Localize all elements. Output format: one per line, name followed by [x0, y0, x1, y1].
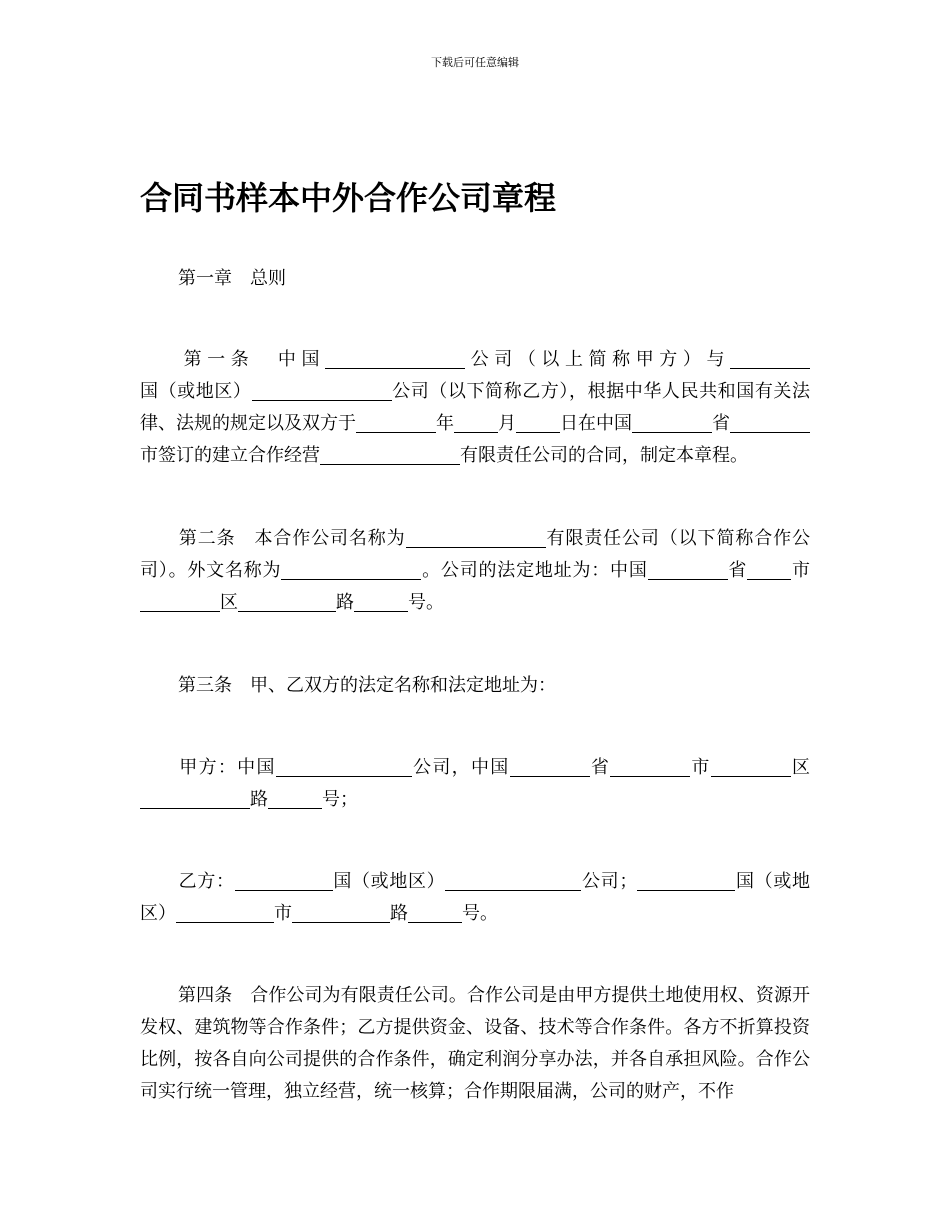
- chapter-heading: [178, 265, 286, 293]
- blank-field[interactable]: [235, 868, 333, 891]
- blank-field[interactable]: [140, 786, 250, 809]
- article-3: [140, 670, 810, 702]
- article-1: [140, 344, 810, 472]
- article-1-text: 月: [498, 413, 516, 434]
- blank-field[interactable]: [711, 754, 791, 777]
- blank-field[interactable]: [268, 786, 322, 809]
- article-2-text: 市: [791, 560, 811, 581]
- article-1-text: 日在中国: [560, 413, 632, 434]
- blank-field[interactable]: [610, 754, 690, 777]
- article-2-text: 区: [220, 592, 238, 613]
- party-b-text: 公司；: [581, 871, 638, 892]
- article-2-text: 号。: [408, 592, 444, 613]
- blank-field[interactable]: [637, 868, 735, 891]
- blank-field[interactable]: [325, 346, 465, 369]
- party-b-address: [140, 866, 810, 930]
- party-b-text: 国（或地区）: [140, 871, 811, 924]
- blank-field[interactable]: [276, 754, 412, 777]
- article-1-text: 国（或地区）: [140, 381, 252, 402]
- party-a-text: 市: [690, 757, 711, 778]
- party-a-text: 省: [589, 757, 611, 778]
- blank-field[interactable]: [238, 589, 336, 612]
- blank-field[interactable]: [281, 557, 421, 580]
- article-2-text: 路: [336, 592, 354, 613]
- blank-field[interactable]: [632, 410, 712, 433]
- article-1-text: 省: [712, 413, 730, 434]
- article-1-label: 第一条: [178, 349, 255, 370]
- article-1-text: 市签订的建立合作经营: [140, 445, 320, 466]
- article-3-label: 第三条: [178, 675, 232, 696]
- blank-field[interactable]: [320, 442, 460, 465]
- blank-field[interactable]: [140, 589, 220, 612]
- blank-field[interactable]: [408, 900, 462, 923]
- party-a-text: 号；: [322, 789, 358, 810]
- blank-field[interactable]: [730, 410, 810, 433]
- document-title: 合同书样本中外合作公司章程: [140, 179, 557, 217]
- party-a-text: 公司，中国: [411, 757, 510, 778]
- page-header-note: 下载后可任意编辑: [431, 56, 519, 69]
- blank-field[interactable]: [454, 410, 498, 433]
- article-1-text: 中国: [272, 349, 326, 370]
- blank-field[interactable]: [510, 754, 590, 777]
- party-a-text: 路: [250, 789, 268, 810]
- article-4-label: 第四条: [178, 985, 233, 1006]
- blank-field[interactable]: [730, 346, 810, 369]
- party-b-text: 号。: [462, 903, 498, 924]
- party-b-text: 国（或地区）: [332, 871, 446, 892]
- party-a-address: [140, 752, 810, 816]
- article-1-text: 公司（以上简称甲方）与: [465, 349, 731, 370]
- article-2-text: 本合作公司名称为: [253, 528, 406, 549]
- party-b-text: 乙方：: [178, 871, 235, 892]
- chapter-name: 总则: [250, 268, 286, 289]
- party-a-text: 区: [790, 757, 811, 778]
- party-b-text: 市: [274, 903, 292, 924]
- blank-field[interactable]: [252, 378, 392, 401]
- blank-field[interactable]: [406, 525, 546, 548]
- article-3-text: 甲、乙双方的法定名称和法定地址为：: [250, 675, 556, 696]
- blank-field[interactable]: [292, 900, 390, 923]
- article-4-text: 合作公司为有限责任公司。合作公司是由甲方提供土地使用权、资源开发权、建筑物等合作条件；乙方提供资金、设备、技术等合作条件。各方不折算投资比例，按各自向公司提供的合作条件，确定利润分享办法，并各自承担风险。合作公司实行统一管理，独立经营，统一核算；合作期限届满，公司的财产，不作: [140, 985, 811, 1102]
- article-2-text: 有限责任公司（以下简称合作公司）。外文名称为: [140, 528, 811, 581]
- party-a-text: 甲方：中国: [178, 757, 276, 778]
- article-1-text: 年: [436, 413, 454, 434]
- article-2: [140, 523, 810, 619]
- blank-field[interactable]: [648, 557, 728, 580]
- blank-field[interactable]: [516, 410, 560, 433]
- blank-field[interactable]: [356, 410, 436, 433]
- chapter-label: 第一章: [178, 268, 232, 289]
- article-2-text: 省: [727, 560, 748, 581]
- article-4: [140, 980, 810, 1108]
- article-1-text: 有限责任公司的合同，制定本章程。: [460, 445, 748, 466]
- article-2-text: 。公司的法定地址为：中国: [421, 560, 648, 581]
- blank-field[interactable]: [747, 557, 791, 580]
- party-b-text: 路: [390, 903, 408, 924]
- blank-field[interactable]: [445, 868, 581, 891]
- article-1-text: 公司（以下简称乙方），根据中华人民共和国有关法律、法规的规定以及双方于: [140, 381, 811, 434]
- article-2-label: 第二条: [178, 528, 236, 549]
- blank-field[interactable]: [354, 589, 408, 612]
- blank-field[interactable]: [176, 900, 274, 923]
